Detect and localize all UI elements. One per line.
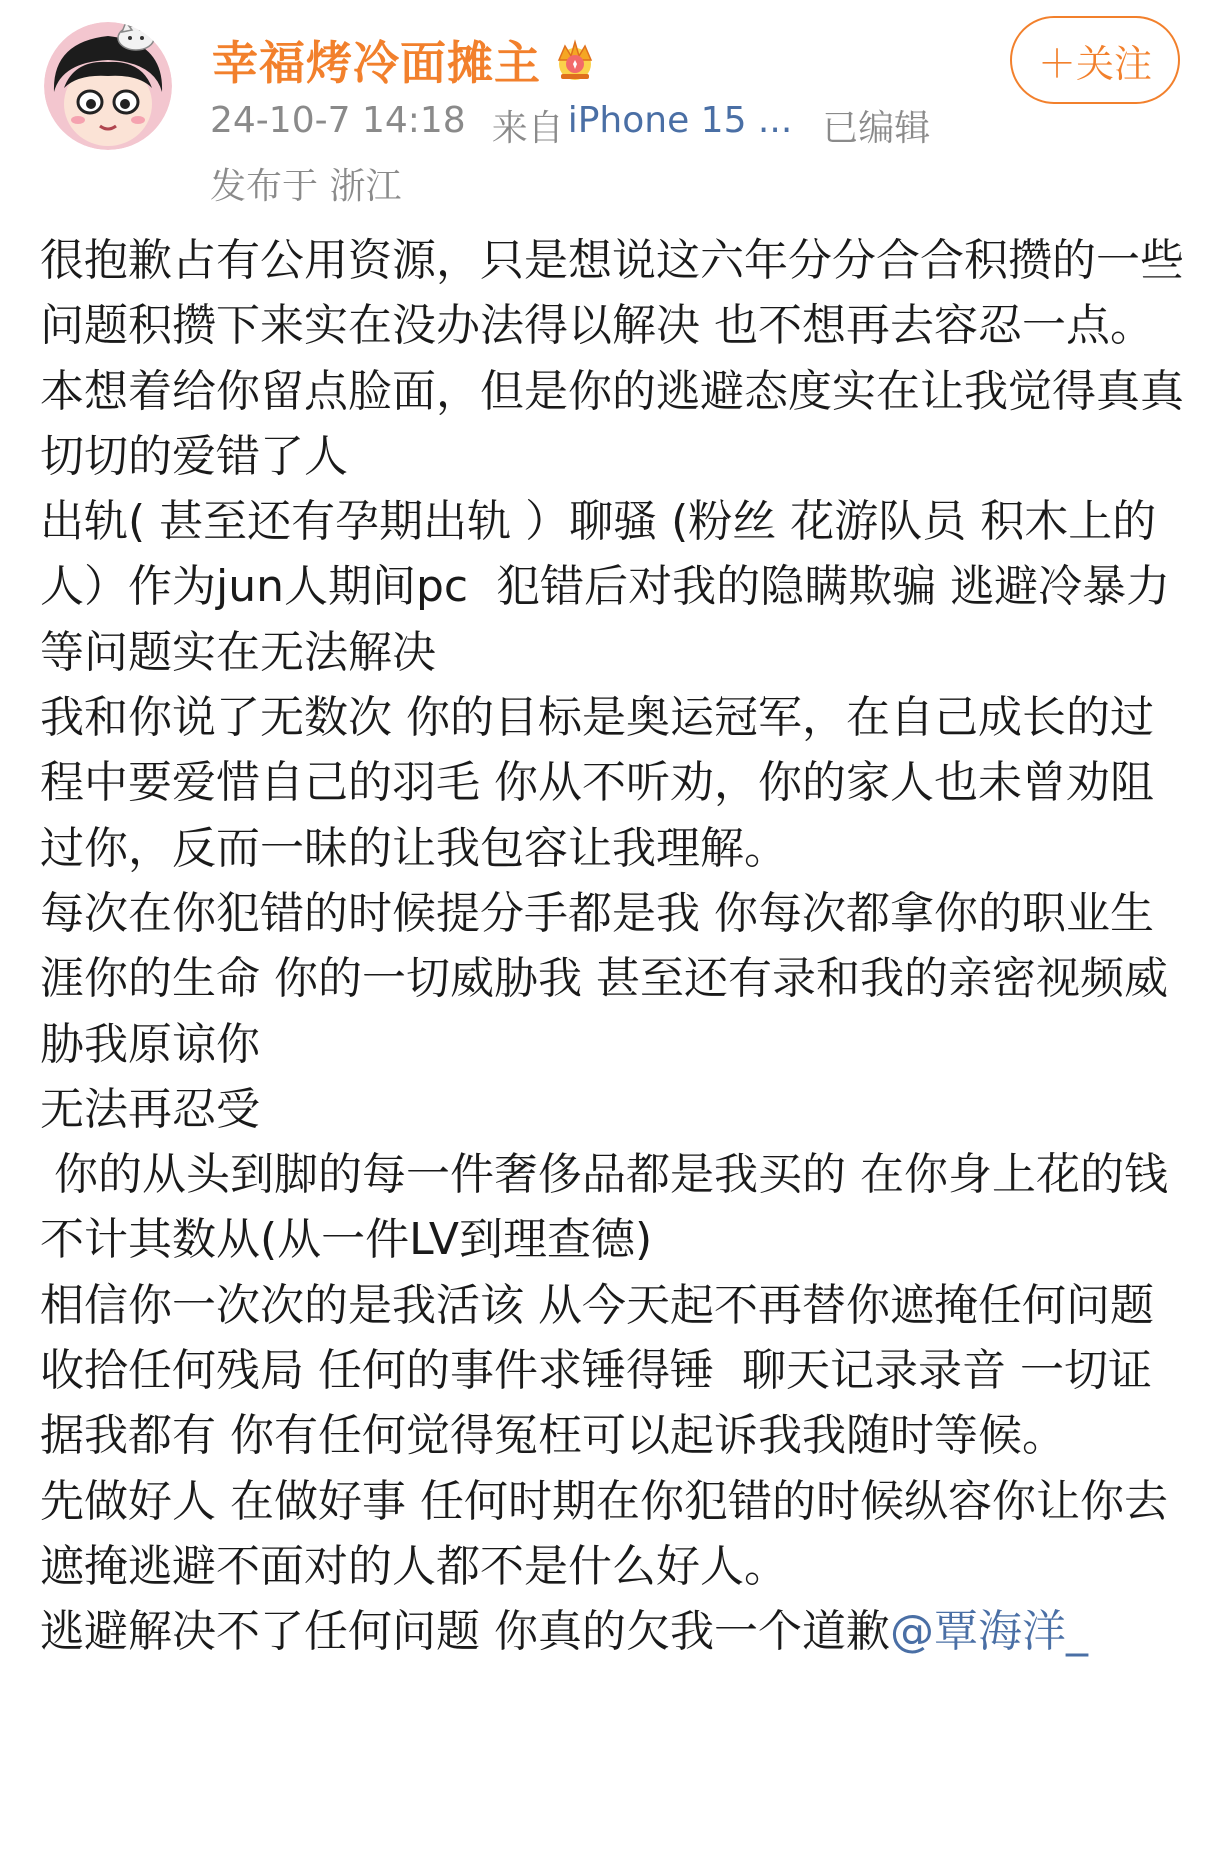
mention-link[interactable]: @覃海洋_ bbox=[890, 1606, 1088, 1658]
cartoon-avatar-icon bbox=[44, 22, 172, 150]
post-paragraph: 先做好人 在做好事 任何时期在你犯错的时候纵容你让你去遮掩逃避不面对的人都不是什么好人。 bbox=[40, 1475, 1168, 1592]
source-label: 来自 bbox=[491, 108, 564, 149]
post-location: 发布于 浙江 bbox=[210, 166, 402, 207]
post-paragraph: 无法再忍受 bbox=[40, 1083, 260, 1135]
follow-button[interactable]: ＋关注 bbox=[1010, 16, 1180, 104]
post-paragraph: 本想着给你留点脸面，但是你的逃避态度实在让我觉得真真切切的爱错了人 bbox=[40, 365, 1184, 482]
author-name-row bbox=[212, 30, 599, 90]
post-paragraph: 我和你说了无数次 你的目标是奥运冠军，在自己成长的过程中要爱惜自己的羽毛 你从不听劝，你的家人也未曾劝阻过你，反而一昧的让我包容让我理解。 bbox=[40, 692, 1154, 874]
post-header bbox=[0, 0, 1215, 215]
post-paragraph-text: 逃避解决不了任何问题 你真的欠我一个道歉 bbox=[40, 1606, 890, 1658]
post-paragraph: 你的从头到脚的每一件奢侈品都是我买的 在你身上花的钱不计其数从(从一件LV到理查德) bbox=[40, 1149, 1168, 1266]
post-paragraph: 每次在你犯错的时候提分手都是我 你每次都拿你的职业生涯你的生命 你的一切威胁我 甚至还有录和我的亲密视频威胁我原谅你 bbox=[40, 887, 1168, 1070]
post-paragraph-last bbox=[40, 1599, 1185, 1664]
post-meta bbox=[210, 100, 930, 151]
edited-label[interactable]: 已编辑 bbox=[822, 108, 931, 149]
post-time: 24-10-7 14:18 bbox=[210, 100, 466, 141]
post-body bbox=[40, 228, 1185, 1665]
vip-crown-icon[interactable] bbox=[551, 38, 599, 82]
avatar[interactable] bbox=[44, 22, 172, 150]
post-paragraph: 相信你一次次的是我活该 从今天起不再替你遮掩任何问题 收拾任何残局 任何的事件求锤得锤 聊天记录录音 一切证据我都有 你有任何觉得冤枉可以起诉我我随时等候。 bbox=[40, 1279, 1168, 1462]
post-paragraph: 出轨( 甚至还有孕期出轨 ）聊骚 (粉丝 花游队员 积木上的人）作为jun人期间pc 犯错后对我的隐瞒欺骗 逃避冷暴力等问题实在无法解决 bbox=[40, 496, 1171, 678]
author-name[interactable]: 幸福烤冷面摊主 bbox=[212, 36, 541, 90]
source-device-link[interactable]: iPhone 15 ... bbox=[567, 100, 793, 141]
post-paragraph: 很抱歉占有公用资源，只是想说这六年分分合合积攒的一些问题积攒下来实在没办法得以解决 也不想再去容忍一点。 bbox=[40, 235, 1184, 352]
